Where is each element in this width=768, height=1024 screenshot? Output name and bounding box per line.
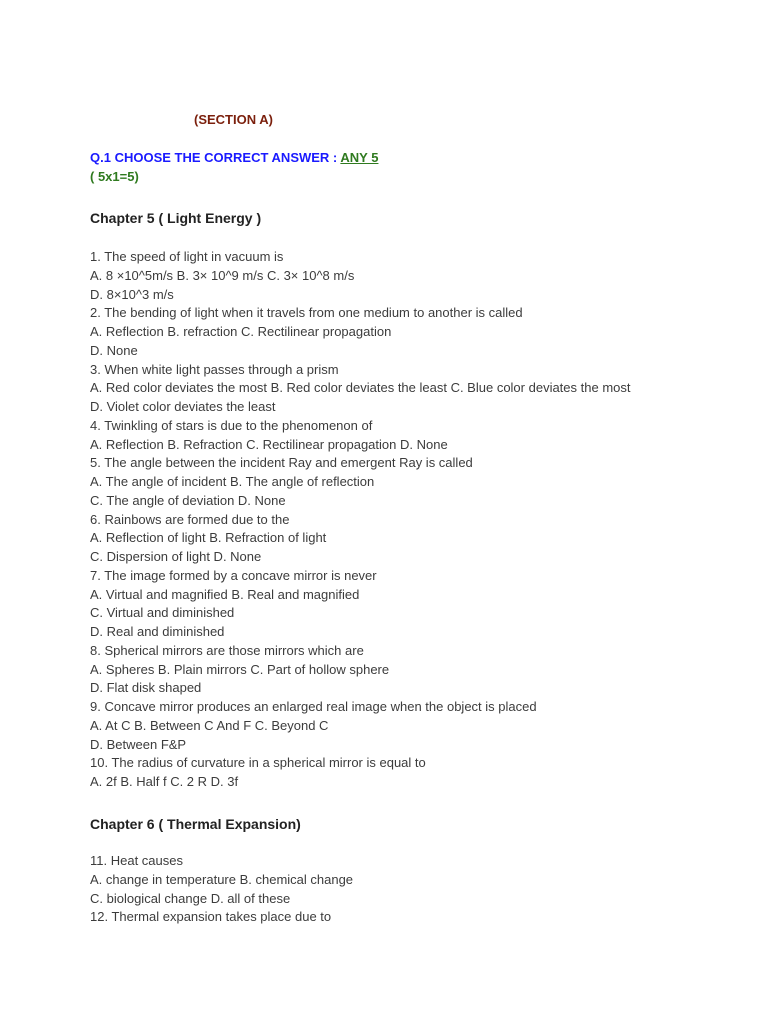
question-line: D. None [90, 342, 138, 358]
chapter-5-questions [90, 248, 631, 792]
question-line: A. 2f B. Half f C. 2 R D. 3f [90, 774, 239, 789]
question-heading [90, 149, 378, 167]
question-line: A. Spheres B. Plain mirrors C. Part of hollow sphere [90, 661, 390, 677]
question-line: 2. The bending of light when it travels from one medium to another is called [90, 305, 523, 321]
question-line: 11. Heat causes [90, 853, 183, 868]
question-line: 5. The angle between the incident Ray and emergent Ray is called [90, 455, 473, 471]
section-title: (SECTION A) [194, 112, 273, 127]
chapter-6-questions [90, 852, 353, 927]
question-line: A. Reflection of light B. Refraction of light [90, 530, 327, 546]
question-marks: ( 5x1=5) [90, 169, 139, 184]
question-heading-highlight: ANY 5 [340, 150, 379, 165]
question-line: C. Dispersion of light D. None [90, 549, 262, 564]
question-line: A. At C B. Between C And F C. Beyond C [90, 717, 329, 733]
question-line: 7. The image formed by a concave mirror is never [90, 567, 377, 583]
question-line: A. Virtual and magnified B. Real and magnified [90, 586, 360, 602]
question-heading-text: Q.1 CHOOSE THE CORRECT ANSWER : [90, 150, 341, 165]
question-line: C. Virtual and diminished [90, 605, 235, 621]
question-line: D. 8×10^3 m/s [90, 286, 174, 302]
question-line: 8. Spherical mirrors are those mirrors which are [90, 642, 364, 658]
question-line: 10. The radius of curvature in a spherical mirror is equal to [90, 755, 426, 771]
question-line: D. Violet color deviates the least [90, 399, 276, 414]
question-line: A. Red color deviates the most B. Red color deviates the least C. Blue color deviates the most [90, 380, 631, 396]
question-line: A. The angle of incident B. The angle of reflection [90, 474, 375, 489]
question-line: 9. Concave mirror produces an enlarged real image when the object is placed [90, 699, 537, 714]
question-line: A. Reflection B. refraction C. Rectilinear propagation [90, 324, 392, 339]
question-line: D. Flat disk shaped [90, 680, 202, 696]
question-line: A. 8 ×10^5m/s B. 3× 10^9 m/s C. 3× 10^8 m/s [90, 267, 355, 283]
question-line: A. Reflection B. Refraction C. Rectilinear propagation D. None [90, 436, 448, 452]
question-line: 6. Rainbows are formed due to the [90, 511, 290, 527]
chapter-6-title: Chapter 6 ( Thermal Expansion) [90, 816, 301, 832]
question-line: D. Real and diminished [90, 624, 225, 639]
question-line: 3. When white light passes through a prism [90, 361, 339, 377]
chapter-5-title: Chapter 5 ( Light Energy ) [90, 210, 262, 226]
question-line: 4. Twinkling of stars is due to the phenomenon of [90, 417, 373, 433]
question-line: C. biological change D. all of these [90, 890, 291, 906]
question-line: 12. Thermal expansion takes place due to [90, 909, 332, 925]
question-line: A. change in temperature B. chemical change [90, 871, 354, 887]
question-line: 1. The speed of light in vacuum is [90, 249, 284, 264]
question-line: D. Between F&P [90, 736, 187, 752]
question-line: C. The angle of deviation D. None [90, 492, 286, 508]
